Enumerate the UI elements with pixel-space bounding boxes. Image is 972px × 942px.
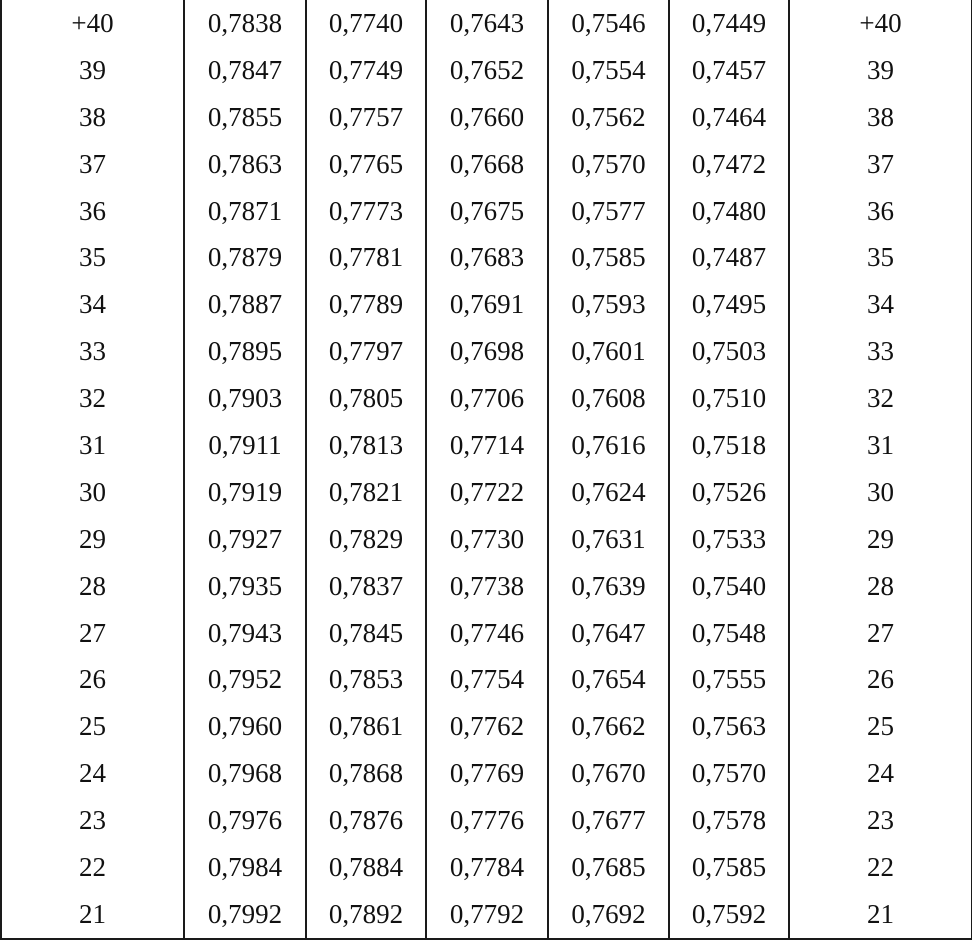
table-row (1, 188, 972, 235)
table-cell-value-col-3: 0,7706 (426, 375, 548, 422)
table-cell-value-col-1: 0,7879 (184, 234, 306, 281)
table-cell-value-col-1: 0,7984 (184, 844, 306, 891)
table-row (1, 891, 972, 939)
table-cell-value-col-2: 0,7797 (306, 328, 426, 375)
table-cell-value-col-2: 0,7805 (306, 375, 426, 422)
table-cell-temperature-left: 26 (1, 656, 184, 703)
table-cell-value-col-5: 0,7518 (669, 422, 789, 469)
table-cell-temperature-right: 33 (789, 328, 972, 375)
table-cell-value-col-3: 0,7738 (426, 563, 548, 610)
table-cell-temperature-left: 34 (1, 281, 184, 328)
table-cell-value-col-1: 0,7911 (184, 422, 306, 469)
table-cell-temperature-right: 38 (789, 94, 972, 141)
table-cell-value-col-2: 0,7773 (306, 188, 426, 235)
table-cell-value-col-5: 0,7540 (669, 563, 789, 610)
table-cell-value-col-5: 0,7449 (669, 0, 789, 47)
table-cell-value-col-3: 0,7698 (426, 328, 548, 375)
table-cell-temperature-left: 21 (1, 891, 184, 939)
table-cell-temperature-left: 38 (1, 94, 184, 141)
table-cell-value-col-1: 0,7927 (184, 516, 306, 563)
table-cell-value-col-1: 0,7863 (184, 141, 306, 188)
table-cell-value-col-1: 0,7960 (184, 703, 306, 750)
table-row (1, 610, 972, 657)
table-cell-temperature-right: 31 (789, 422, 972, 469)
table-cell-value-col-3: 0,7660 (426, 94, 548, 141)
table-cell-value-col-5: 0,7563 (669, 703, 789, 750)
table-cell-value-col-4: 0,7577 (548, 188, 669, 235)
table-cell-value-col-3: 0,7769 (426, 750, 548, 797)
table-cell-temperature-right: 39 (789, 47, 972, 94)
table-cell-value-col-4: 0,7692 (548, 891, 669, 939)
table-row (1, 516, 972, 563)
table-row (1, 469, 972, 516)
table-cell-value-col-1: 0,7903 (184, 375, 306, 422)
table-cell-value-col-5: 0,7457 (669, 47, 789, 94)
table-cell-value-col-4: 0,7546 (548, 0, 669, 47)
table-cell-temperature-left: 35 (1, 234, 184, 281)
table-cell-value-col-1: 0,7968 (184, 750, 306, 797)
table-cell-temperature-right: 25 (789, 703, 972, 750)
table-cell-value-col-4: 0,7677 (548, 797, 669, 844)
table-cell-value-col-4: 0,7654 (548, 656, 669, 703)
table-cell-temperature-left: 24 (1, 750, 184, 797)
table-cell-value-col-2: 0,7789 (306, 281, 426, 328)
table-cell-value-col-5: 0,7526 (669, 469, 789, 516)
table-row (1, 703, 972, 750)
table-cell-temperature-right: 34 (789, 281, 972, 328)
table-row (1, 656, 972, 703)
table-cell-value-col-1: 0,7895 (184, 328, 306, 375)
table-cell-value-col-5: 0,7570 (669, 750, 789, 797)
table-cell-value-col-2: 0,7781 (306, 234, 426, 281)
table-cell-value-col-4: 0,7616 (548, 422, 669, 469)
table-row (1, 750, 972, 797)
table-cell-value-col-2: 0,7821 (306, 469, 426, 516)
table-cell-value-col-3: 0,7652 (426, 47, 548, 94)
table-cell-temperature-left: 25 (1, 703, 184, 750)
table-cell-value-col-2: 0,7892 (306, 891, 426, 939)
table-cell-value-col-2: 0,7884 (306, 844, 426, 891)
table-row (1, 797, 972, 844)
table-row (1, 375, 972, 422)
table-cell-temperature-right: 26 (789, 656, 972, 703)
table-cell-value-col-5: 0,7585 (669, 844, 789, 891)
table-cell-value-col-4: 0,7608 (548, 375, 669, 422)
table-cell-temperature-left: 37 (1, 141, 184, 188)
table-cell-temperature-right: 29 (789, 516, 972, 563)
table-cell-value-col-3: 0,7675 (426, 188, 548, 235)
table-cell-value-col-3: 0,7762 (426, 703, 548, 750)
table-cell-temperature-left: 32 (1, 375, 184, 422)
table-cell-value-col-5: 0,7503 (669, 328, 789, 375)
table-cell-value-col-3: 0,7643 (426, 0, 548, 47)
table-cell-value-col-5: 0,7578 (669, 797, 789, 844)
table-cell-temperature-right: +40 (789, 0, 972, 47)
table-cell-value-col-3: 0,7776 (426, 797, 548, 844)
table-cell-value-col-1: 0,7838 (184, 0, 306, 47)
table-cell-temperature-left: 39 (1, 47, 184, 94)
table-cell-temperature-right: 24 (789, 750, 972, 797)
table-cell-value-col-2: 0,7868 (306, 750, 426, 797)
table-cell-value-col-1: 0,7935 (184, 563, 306, 610)
table-cell-value-col-3: 0,7784 (426, 844, 548, 891)
table-cell-value-col-2: 0,7757 (306, 94, 426, 141)
table-cell-temperature-left: 31 (1, 422, 184, 469)
table-row (1, 0, 972, 47)
table-row (1, 844, 972, 891)
table-cell-value-col-4: 0,7570 (548, 141, 669, 188)
table-cell-value-col-4: 0,7662 (548, 703, 669, 750)
table-cell-temperature-left: +40 (1, 0, 184, 47)
table-row (1, 563, 972, 610)
table-cell-value-col-4: 0,7639 (548, 563, 669, 610)
table-cell-temperature-left: 33 (1, 328, 184, 375)
table-cell-value-col-2: 0,7876 (306, 797, 426, 844)
table-cell-value-col-5: 0,7592 (669, 891, 789, 939)
table-cell-value-col-3: 0,7722 (426, 469, 548, 516)
table-cell-temperature-left: 27 (1, 610, 184, 657)
table-cell-value-col-4: 0,7624 (548, 469, 669, 516)
table-cell-temperature-left: 36 (1, 188, 184, 235)
table-cell-value-col-2: 0,7740 (306, 0, 426, 47)
table-cell-temperature-left: 28 (1, 563, 184, 610)
table-cell-value-col-1: 0,7992 (184, 891, 306, 939)
table-cell-value-col-4: 0,7601 (548, 328, 669, 375)
table-cell-temperature-right: 37 (789, 141, 972, 188)
table-cell-value-col-1: 0,7871 (184, 188, 306, 235)
table-cell-value-col-5: 0,7495 (669, 281, 789, 328)
table-cell-value-col-5: 0,7487 (669, 234, 789, 281)
table-cell-value-col-3: 0,7668 (426, 141, 548, 188)
table-row (1, 422, 972, 469)
table-cell-temperature-left: 22 (1, 844, 184, 891)
table-cell-temperature-right: 36 (789, 188, 972, 235)
table-cell-temperature-right: 22 (789, 844, 972, 891)
table-cell-temperature-right: 35 (789, 234, 972, 281)
table-cell-value-col-1: 0,7887 (184, 281, 306, 328)
table-cell-value-col-2: 0,7749 (306, 47, 426, 94)
table-cell-value-col-1: 0,7847 (184, 47, 306, 94)
table-cell-value-col-5: 0,7480 (669, 188, 789, 235)
table-cell-temperature-right: 27 (789, 610, 972, 657)
table-cell-value-col-3: 0,7730 (426, 516, 548, 563)
table-cell-value-col-5: 0,7464 (669, 94, 789, 141)
table-cell-temperature-right: 32 (789, 375, 972, 422)
table-cell-value-col-3: 0,7714 (426, 422, 548, 469)
table-cell-value-col-3: 0,7792 (426, 891, 548, 939)
table-cell-value-col-5: 0,7472 (669, 141, 789, 188)
table-cell-temperature-right: 23 (789, 797, 972, 844)
table-cell-value-col-5: 0,7510 (669, 375, 789, 422)
table-cell-value-col-4: 0,7631 (548, 516, 669, 563)
table-cell-value-col-3: 0,7691 (426, 281, 548, 328)
table-cell-temperature-right: 21 (789, 891, 972, 939)
table-cell-value-col-4: 0,7670 (548, 750, 669, 797)
table-cell-value-col-5: 0,7555 (669, 656, 789, 703)
table-cell-value-col-1: 0,7952 (184, 656, 306, 703)
table-cell-value-col-5: 0,7533 (669, 516, 789, 563)
table-row (1, 328, 972, 375)
table-cell-temperature-right: 28 (789, 563, 972, 610)
table-cell-value-col-1: 0,7943 (184, 610, 306, 657)
table-cell-value-col-4: 0,7647 (548, 610, 669, 657)
table-row (1, 234, 972, 281)
table-cell-temperature-right: 30 (789, 469, 972, 516)
table-cell-value-col-2: 0,7845 (306, 610, 426, 657)
table-cell-value-col-3: 0,7754 (426, 656, 548, 703)
table-cell-value-col-1: 0,7855 (184, 94, 306, 141)
table-row (1, 47, 972, 94)
table-cell-value-col-2: 0,7861 (306, 703, 426, 750)
table-cell-value-col-3: 0,7746 (426, 610, 548, 657)
table-cell-value-col-2: 0,7765 (306, 141, 426, 188)
table-row (1, 141, 972, 188)
table-cell-temperature-left: 30 (1, 469, 184, 516)
table-cell-value-col-2: 0,7837 (306, 563, 426, 610)
table-cell-value-col-2: 0,7829 (306, 516, 426, 563)
table-cell-value-col-4: 0,7562 (548, 94, 669, 141)
table-body (1, 0, 972, 939)
table-cell-value-col-2: 0,7813 (306, 422, 426, 469)
table-cell-value-col-1: 0,7919 (184, 469, 306, 516)
table-row (1, 94, 972, 141)
table-cell-value-col-3: 0,7683 (426, 234, 548, 281)
table-cell-temperature-left: 23 (1, 797, 184, 844)
table-cell-temperature-left: 29 (1, 516, 184, 563)
table-cell-value-col-1: 0,7976 (184, 797, 306, 844)
table-cell-value-col-2: 0,7853 (306, 656, 426, 703)
table-cell-value-col-4: 0,7554 (548, 47, 669, 94)
table-cell-value-col-4: 0,7685 (548, 844, 669, 891)
table-cell-value-col-4: 0,7593 (548, 281, 669, 328)
table-row (1, 281, 972, 328)
table-cell-value-col-4: 0,7585 (548, 234, 669, 281)
table-cell-value-col-5: 0,7548 (669, 610, 789, 657)
